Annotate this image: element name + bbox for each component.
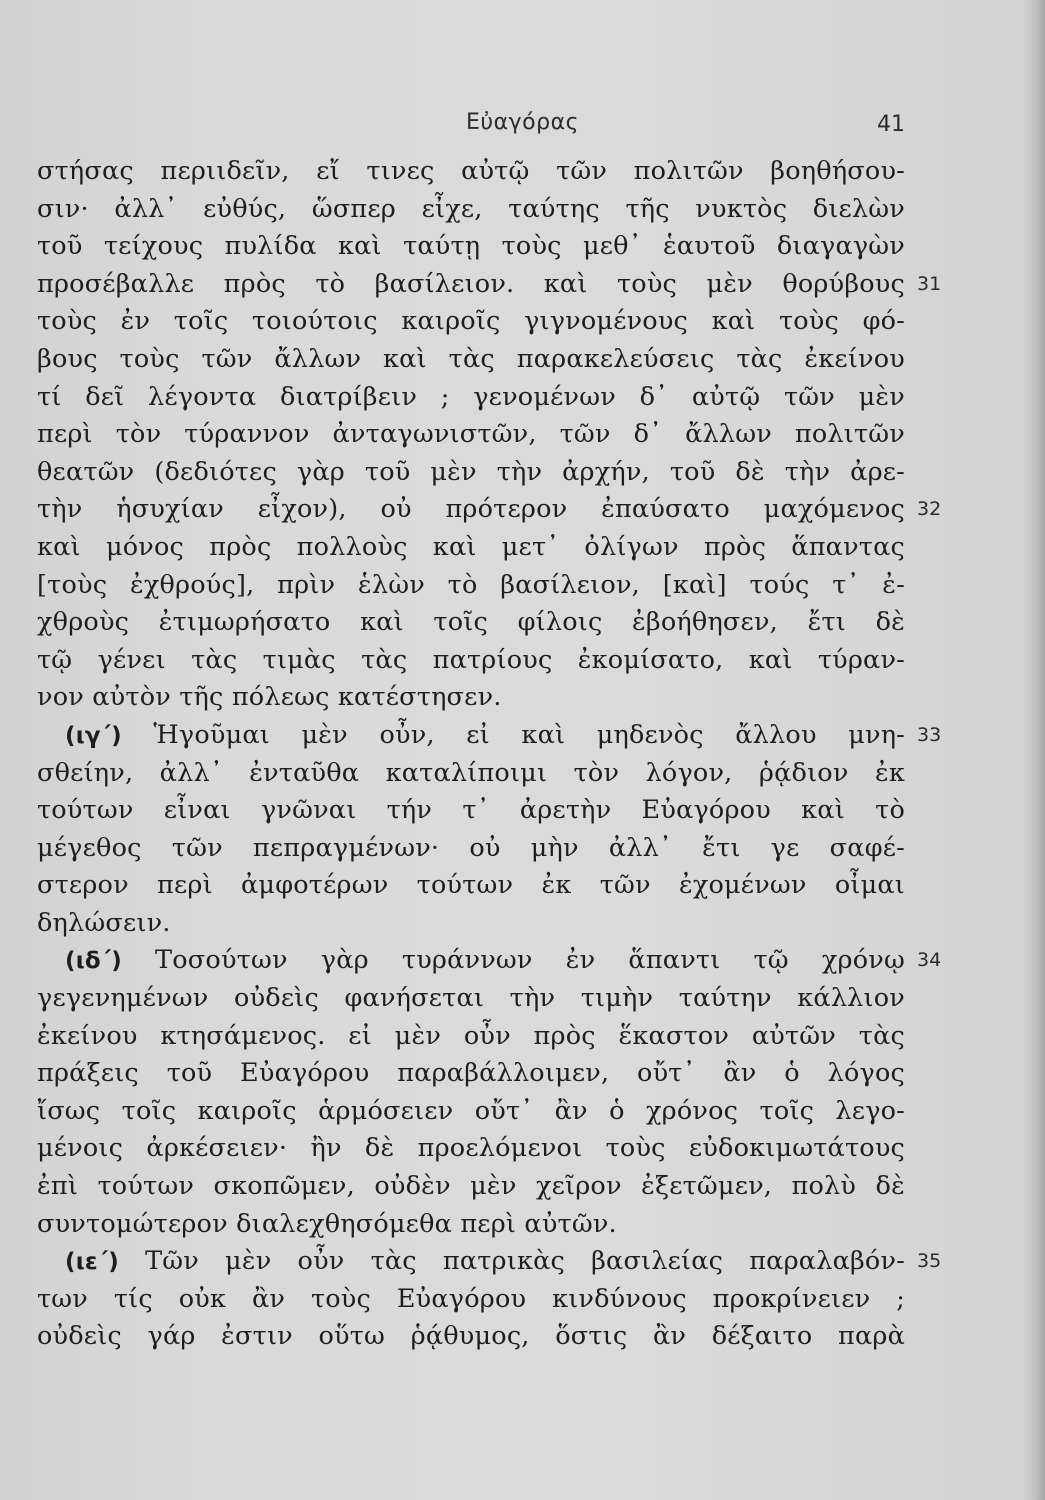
line-text: μέγεθος τῶν πεπραγμένων· οὐ μὴν ἀλλ᾽ ἔτι γε σαφέ- [37,832,905,863]
text-line [37,604,905,642]
line-text: τοῦ τείχους πυλίδα καὶ ταύτῃ τοὺς μεθ᾽ ἑαυτοῦ διαγαγὼν [37,231,905,262]
margin-section-number: 34 [917,949,942,972]
text-line [37,191,905,229]
text-line [37,1130,905,1168]
text-line [37,679,905,717]
text-line [37,980,905,1018]
line-text: [τοὺς ἐχθρούς], πρὶν ἑλὼν τὸ βασίλειον, [καὶ] τούς τ᾽ ἐ- [37,569,905,600]
line-text: των τίς οὐκ ἂν τοὺς Εὐαγόρου κινδύνους προκρίνειεν ; [37,1283,905,1314]
line-text: ἴσως τοῖς καιροῖς ἁρμόσειεν οὔτ᾽ ἂν ὁ χρόνος τοῖς λεγο- [37,1095,905,1126]
text-line [37,567,905,605]
text-line [37,491,942,529]
body-text [37,153,942,1356]
margin-section-number: 32 [917,498,942,521]
text-line [37,341,905,379]
line-text: σθείην, ἀλλ᾽ ἐνταῦθα καταλίποιμι τὸν λόγον, ῥᾴδιον ἐκ [37,757,905,788]
line-text: πράξεις τοῦ Εὐαγόρου παραβάλλοιμεν, οὔτ᾽ ἂν ὁ λόγος [37,1058,905,1089]
text-line [37,303,905,341]
text-line [37,942,942,980]
margin-section-number: 31 [917,272,942,295]
line-text: ἐκείνου κτησάμενος. εἰ μὲν οὖν πρὸς ἕκαστον αὐτῶν τὰς [37,1020,905,1051]
text-line [37,1018,905,1056]
running-head-title: Εὐαγόρας [466,110,579,135]
text-line [37,266,942,304]
line-text: Τῶν μὲν οὖν τὰς πατρικὰς βασιλείας παραλαβόν- [145,1246,906,1277]
line-text: καὶ μόνος πρὸς πολλοὺς καὶ μετ᾽ ὀλίγων πρὸς ἅπαντας [37,531,905,562]
text-line [37,1281,905,1319]
line-text: στερον περὶ ἀμφοτέρων τούτων ἐκ τῶν ἐχομένων οἶμαι [37,870,905,901]
text-line [37,717,942,755]
line-text: στήσας περιιδεῖν, εἴ τινες αὐτῷ τῶν πολιτῶν βοηθήσου- [37,156,905,186]
line-text: περὶ τὸν τύραννον ἀνταγωνιστῶν, τῶν δ᾽ ἄλλων πολιτῶν [37,419,905,450]
line-text: βους τοὺς τῶν ἄλλων καὶ τὰς παρακελεύσεις τὰς ἐκείνου [37,343,905,374]
text-line [37,1055,905,1093]
line-text: γεγενημένων οὐδεὶς φανήσεται τὴν τιμὴν ταύτην κάλλιον [37,983,905,1014]
text-line [37,529,905,567]
text-line [37,642,905,680]
line-text: θεατῶν (δεδιότες γὰρ τοῦ μὲν τὴν ἀρχήν, τοῦ δὲ τὴν ἀρε- [37,456,905,487]
running-head [0,104,1045,144]
text-line [37,1093,905,1131]
line-text: Τοσούτων γὰρ τυράννων ἐν ἅπαντι τῷ χρόνῳ [155,945,905,976]
text-line [37,867,905,905]
section-marker: (ιγ΄) [65,722,122,749]
line-text: ἐπὶ τούτων σκοπῶμεν, οὐδὲν μὲν χεῖρον ἐξετῶμεν, πολὺ δὲ [37,1171,905,1202]
line-text: τοὺς ἐν τοῖς τοιούτοις καιροῖς γιγνομένους καὶ τοὺς φό- [37,306,905,337]
line-text: συντομώτερον διαλεχθησόμεθα περὶ αὐτῶν. [37,1208,617,1239]
line-text: σιν· ἀλλ᾽ εὐθύς, ὥσπερ εἶχε, ταύτης τῆς νυκτὸς διελὼν [37,193,905,224]
text-line [37,1168,905,1206]
line-text: δηλώσειν. [37,907,171,938]
page-edge-shadow [1023,0,1045,1500]
text-line [37,416,905,454]
line-text: τούτων εἶναι γνῶναι τήν τ᾽ ἀρετὴν Εὐαγόρου καὶ τὸ [37,795,905,826]
text-line [37,228,905,266]
text-line [37,905,905,943]
line-text: προσέβαλλε πρὸς τὸ βασίλειον. καὶ τοὺς μὲν θορύβους [37,268,905,299]
text-line [37,1318,905,1356]
line-text: μένοις ἀρκέσειεν· ἢν δὲ προελόμενοι τοὺς εὐδοκιμωτάτους [37,1133,905,1164]
text-line [37,454,905,492]
text-line [37,153,905,191]
text-line [37,1206,905,1244]
section-marker: (ιε΄) [65,1249,119,1276]
text-line [37,792,905,830]
margin-section-number: 33 [917,723,942,746]
margin-section-number: 35 [917,1250,942,1273]
page-number: 41 [877,112,905,137]
line-text: τὴν ἡσυχίαν εἶχον), οὐ πρότερον ἐπαύσατο μαχόμενος [37,494,905,525]
text-line [37,1243,942,1281]
text-line [37,755,905,793]
line-text: οὐδεὶς γάρ ἐστιν οὕτω ῥᾴθυμος, ὅστις ἂν δέξαιτο παρὰ [37,1321,905,1352]
line-text: τί δεῖ λέγοντα διατρίβειν ; γενομένων δ᾽ αὐτῷ τῶν μὲν [37,381,905,412]
text-line [37,379,905,417]
line-text: τῷ γένει τὰς τιμὰς τὰς πατρίους ἐκομίσατο, καὶ τύραν- [37,644,905,675]
line-text: νον αὐτὸν τῆς πόλεως κατέστησεν. [37,682,502,713]
text-line [37,830,905,868]
line-text: Ἡγοῦμαι μὲν οὖν, εἰ καὶ μηδενὸς ἄλλου μνη- [153,719,905,750]
section-marker: (ιδ΄) [65,948,122,975]
line-text: χθροὺς ἐτιμωρήσατο καὶ τοῖς φίλοις ἐβοήθησεν, ἔτι δὲ [37,607,905,638]
